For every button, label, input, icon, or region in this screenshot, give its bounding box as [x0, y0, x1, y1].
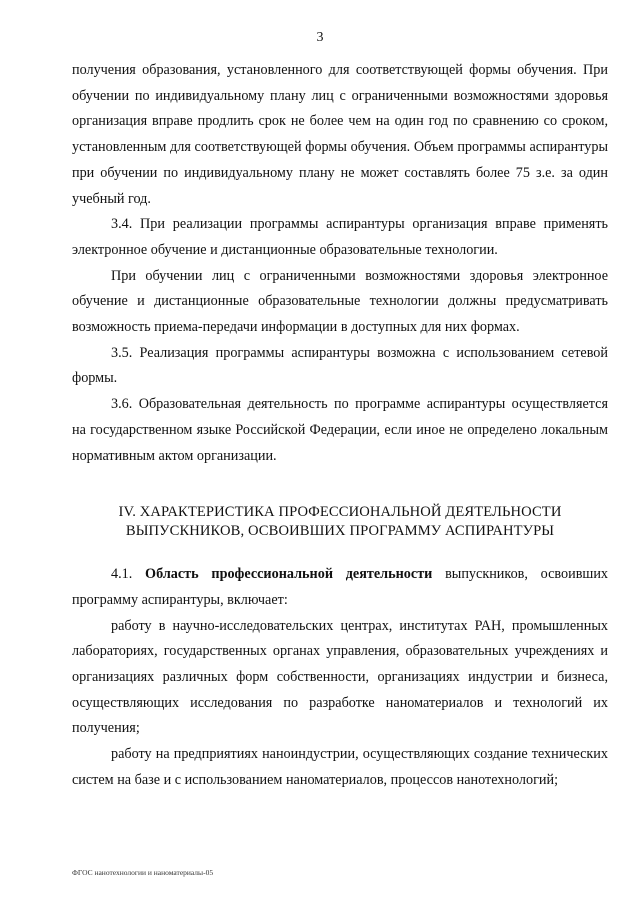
- paragraph-industry-work: работу на предприятиях наноиндустрии, осуществляющих создание технических систем на базе и с использованием наноматериалов, процессов нанотехнологий;: [72, 746, 608, 788]
- bold-term: Область профессиональной деятельности: [145, 566, 433, 583]
- document-body: [72, 58, 608, 794]
- clause-number: 4.1.: [111, 566, 133, 583]
- paragraph-3-4: 3.4. При реализации программы аспирантуры организация вправе применять электронное обучение и дистанционные образовательные технологии.: [72, 216, 608, 258]
- clause-text: выпускников, освоивших программу аспирантуры, включает:: [72, 566, 609, 608]
- section-heading: [72, 503, 608, 541]
- section-heading-line-1: IV. ХАРАКТЕРИСТИКА ПРОФЕССИОНАЛЬНОЙ ДЕЯТЕЛЬНОСТИ: [118, 504, 562, 521]
- footer-note: ФГОС нанотехнологии и наноматериалы-05: [72, 868, 214, 877]
- page-number: 3: [316, 30, 324, 45]
- paragraph-4-1: [72, 562, 608, 613]
- section-heading-line-2: ВЫПУСКНИКОВ, ОСВОИВШИХ ПРОГРАММУ АСПИРАНТУРЫ: [125, 523, 555, 540]
- paragraph-research-work: работу в научно-исследовательских центрах, институтах РАН, промышленных лабораториях, государственных органах управления, образовательных учреждениях и организациях различных форм собственности, организациях индустрии и бизнеса, осуществляющих исследования по разработке наноматериалов и технологий их получения;: [72, 617, 608, 737]
- paragraph-disabled-learners: При обучении лиц с ограниченными возможностями здоровья электронное обучение и дистанционные образовательные технологии должны предусматривать возможность приема-передачи информации в доступных для них формах.: [72, 267, 608, 336]
- paragraph-continuation: получения образования, установленного для соответствующей формы обучения. При обучении по индивидуальному плану лиц с ограниченными возможностями здоровья организация вправе продлить срок не более чем на один год по сравнению со сроком, установленным для соответствующей формы обучения. Объем программы аспирантуры при обучении по индивидуальному плану не может составлять более 75 з.е. за один учебный год.: [72, 62, 608, 207]
- paragraph-3-6: 3.6. Образовательная деятельность по программе аспирантуры осуществляется на государственном языке Российской Федерации, если иное не определено локальным нормативным актом организации.: [72, 396, 608, 464]
- paragraph-3-5: 3.5. Реализация программы аспирантуры возможна с использованием сетевой формы.: [72, 344, 608, 387]
